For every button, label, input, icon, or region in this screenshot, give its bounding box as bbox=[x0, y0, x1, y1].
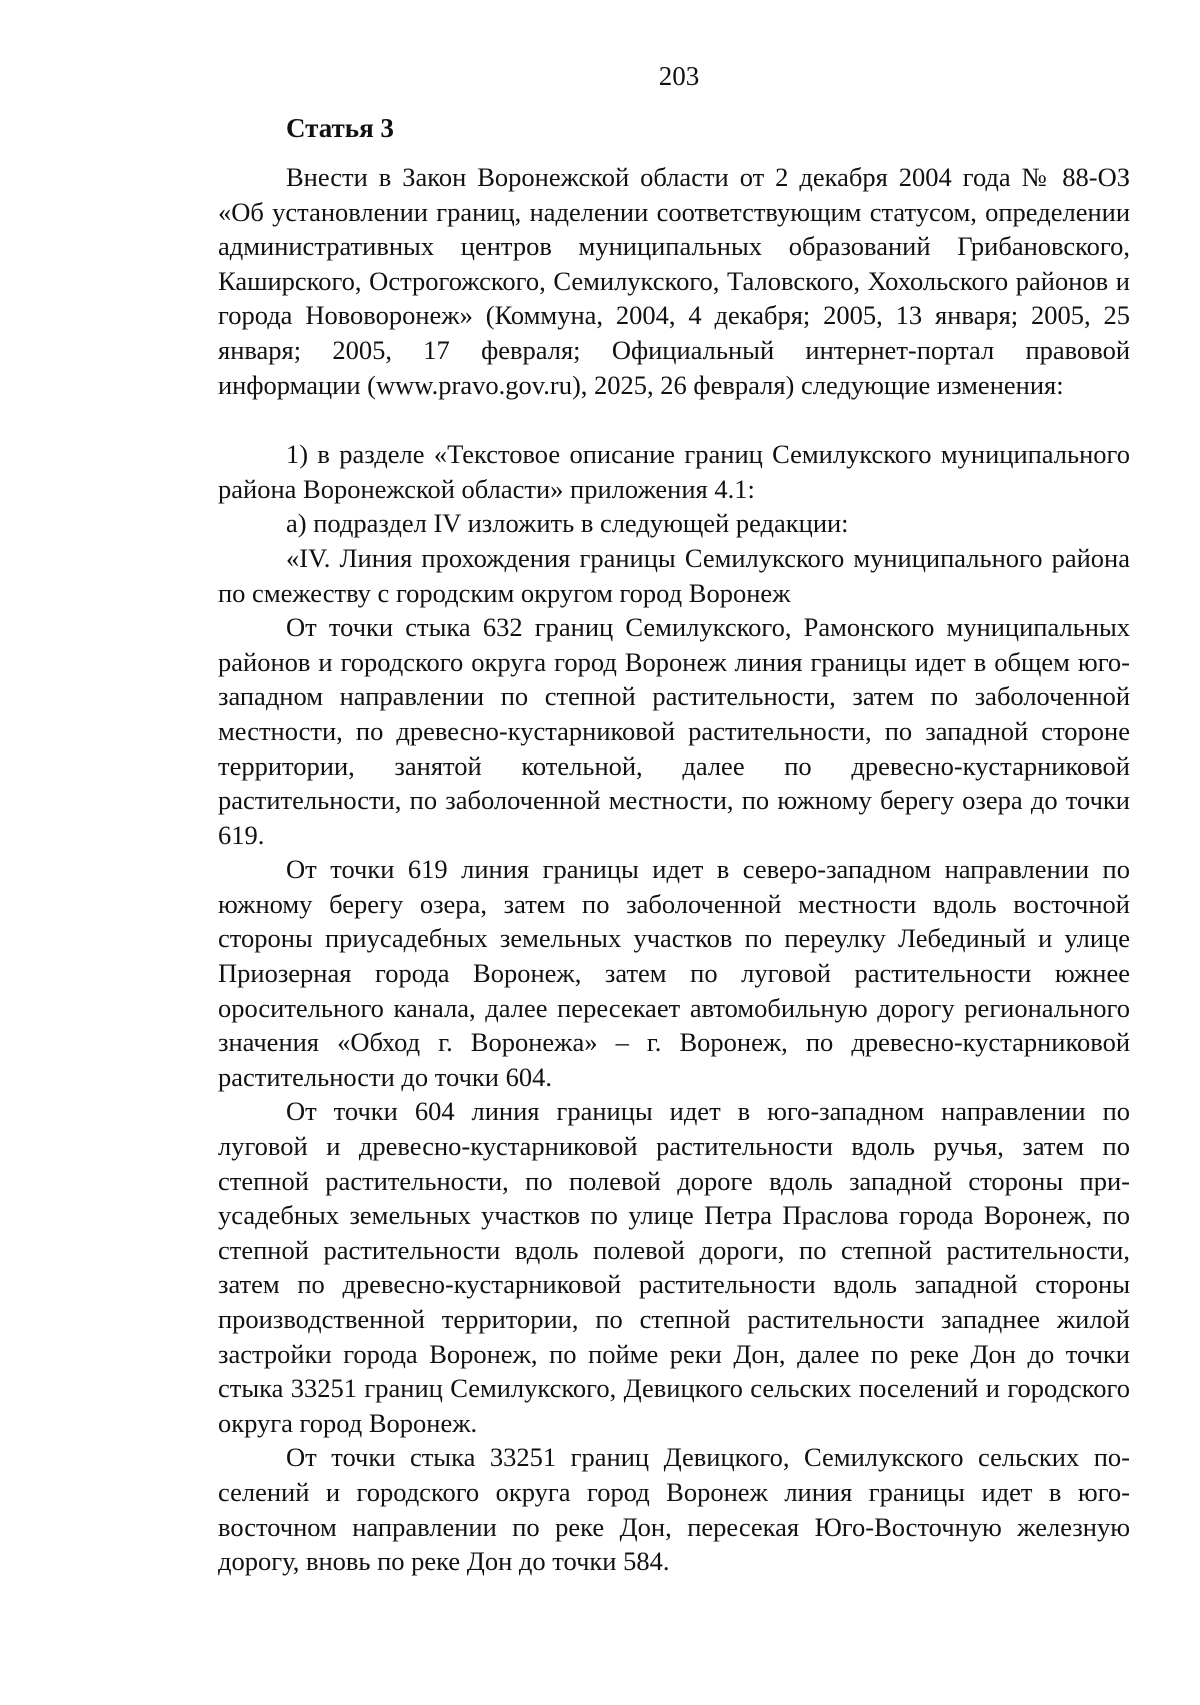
intro-paragraph: Внести в Закон Воронежской области от 2 декабря 2004 года № 88-ОЗ «Об установлении границ, наделении соответствующим статусом, определении административных центров муниципальных образований Грибановского, Каширского, Острогожского, Семилукского, Таловского, Хохольского районов и города Нововоронеж» (Коммуна, 2004, 4 декабря; 2005, 13 января; 2005, 25 января; 2005, 17 февраля; Официальный интернет-портал правовой информации (www.pravo.gov.ru), 2025, 26 февраля) следующие изменения: bbox=[218, 162, 1130, 400]
article-title: Статья 3 bbox=[286, 113, 394, 143]
boundary-paragraph-632: От точки стыка 632 границ Семилукского, Рамонского муниципальных районов и городского округа город Воронеж линия границы идет в общем юго-западном направлении по степной растительности, затем по заболоченной местности, по древесно-кустарниковой растительности, по западной стороне территории, занятой котельной, далее по древесно-кустарниковой растительности, по заболоченной местности, по южному берегу озера до точки 619. bbox=[218, 612, 1130, 850]
amendment-item-1: 1) в разделе «Текстовое описание границ Семилукского муниципального района Воронежской области» приложения 4.1: bbox=[218, 439, 1130, 504]
boundary-paragraph-33251: От точки стыка 33251 границ Девицкого, Семилукского сельских поселений и городского округа город Воронеж линия границы идет в юго-восточном направлении по реке Дон, пересекая Юго-Восточную железную дорогу, вновь по реке Дон до точки 584. bbox=[218, 1442, 1130, 1577]
paragraph-gap bbox=[218, 402, 1130, 437]
subsection-iv-heading: «IV. Линия прохождения границы Семилукского муниципального района по смежеству с городским округом город Воронеж bbox=[218, 542, 1130, 608]
document-page bbox=[218, 60, 1130, 1579]
boundary-paragraph-619: От точки 619 линия границы идет в северо-западном направлении по южному берегу озера, затем по заболоченной местности вдоль восточной стороны приусадебных земельных участков по переулку Лебединый и улице Приозерная города Воронеж, затем по луговой растительности южнее оросительного канала, далее пересекает автомобильную дорогу регионального значения «Обход г. Воронежа» – г. Воронеж, по древесно-кустарниковой растительности до точки 604. bbox=[218, 854, 1130, 1092]
boundary-paragraph-604: От точки 604 линия границы идет в юго-западном направлении по луговой и древесно-кустарниковой растительности вдоль ручья, затем по степной растительности, по полевой дороге вдоль западной стороны приусадебных земельных участков по улице Петра Праслова города Воронеж, по степной растительности вдоль полевой дороги, по степной растительности, затем по древесно-кустарниковой растительности вдоль западной стороны производственной территории, по степной растительности западнее жилой застройки города Воронеж, по пойме реки Дон, далее по реке Дон до точки стыка 33251 границ Семилукского, Девицкого сельских поселений и городского округа город Воронеж. bbox=[218, 1096, 1130, 1438]
amendment-subitem-a: а) подраздел IV изложить в следующей редакции: bbox=[286, 508, 849, 539]
page-number: 203 bbox=[658, 61, 700, 91]
